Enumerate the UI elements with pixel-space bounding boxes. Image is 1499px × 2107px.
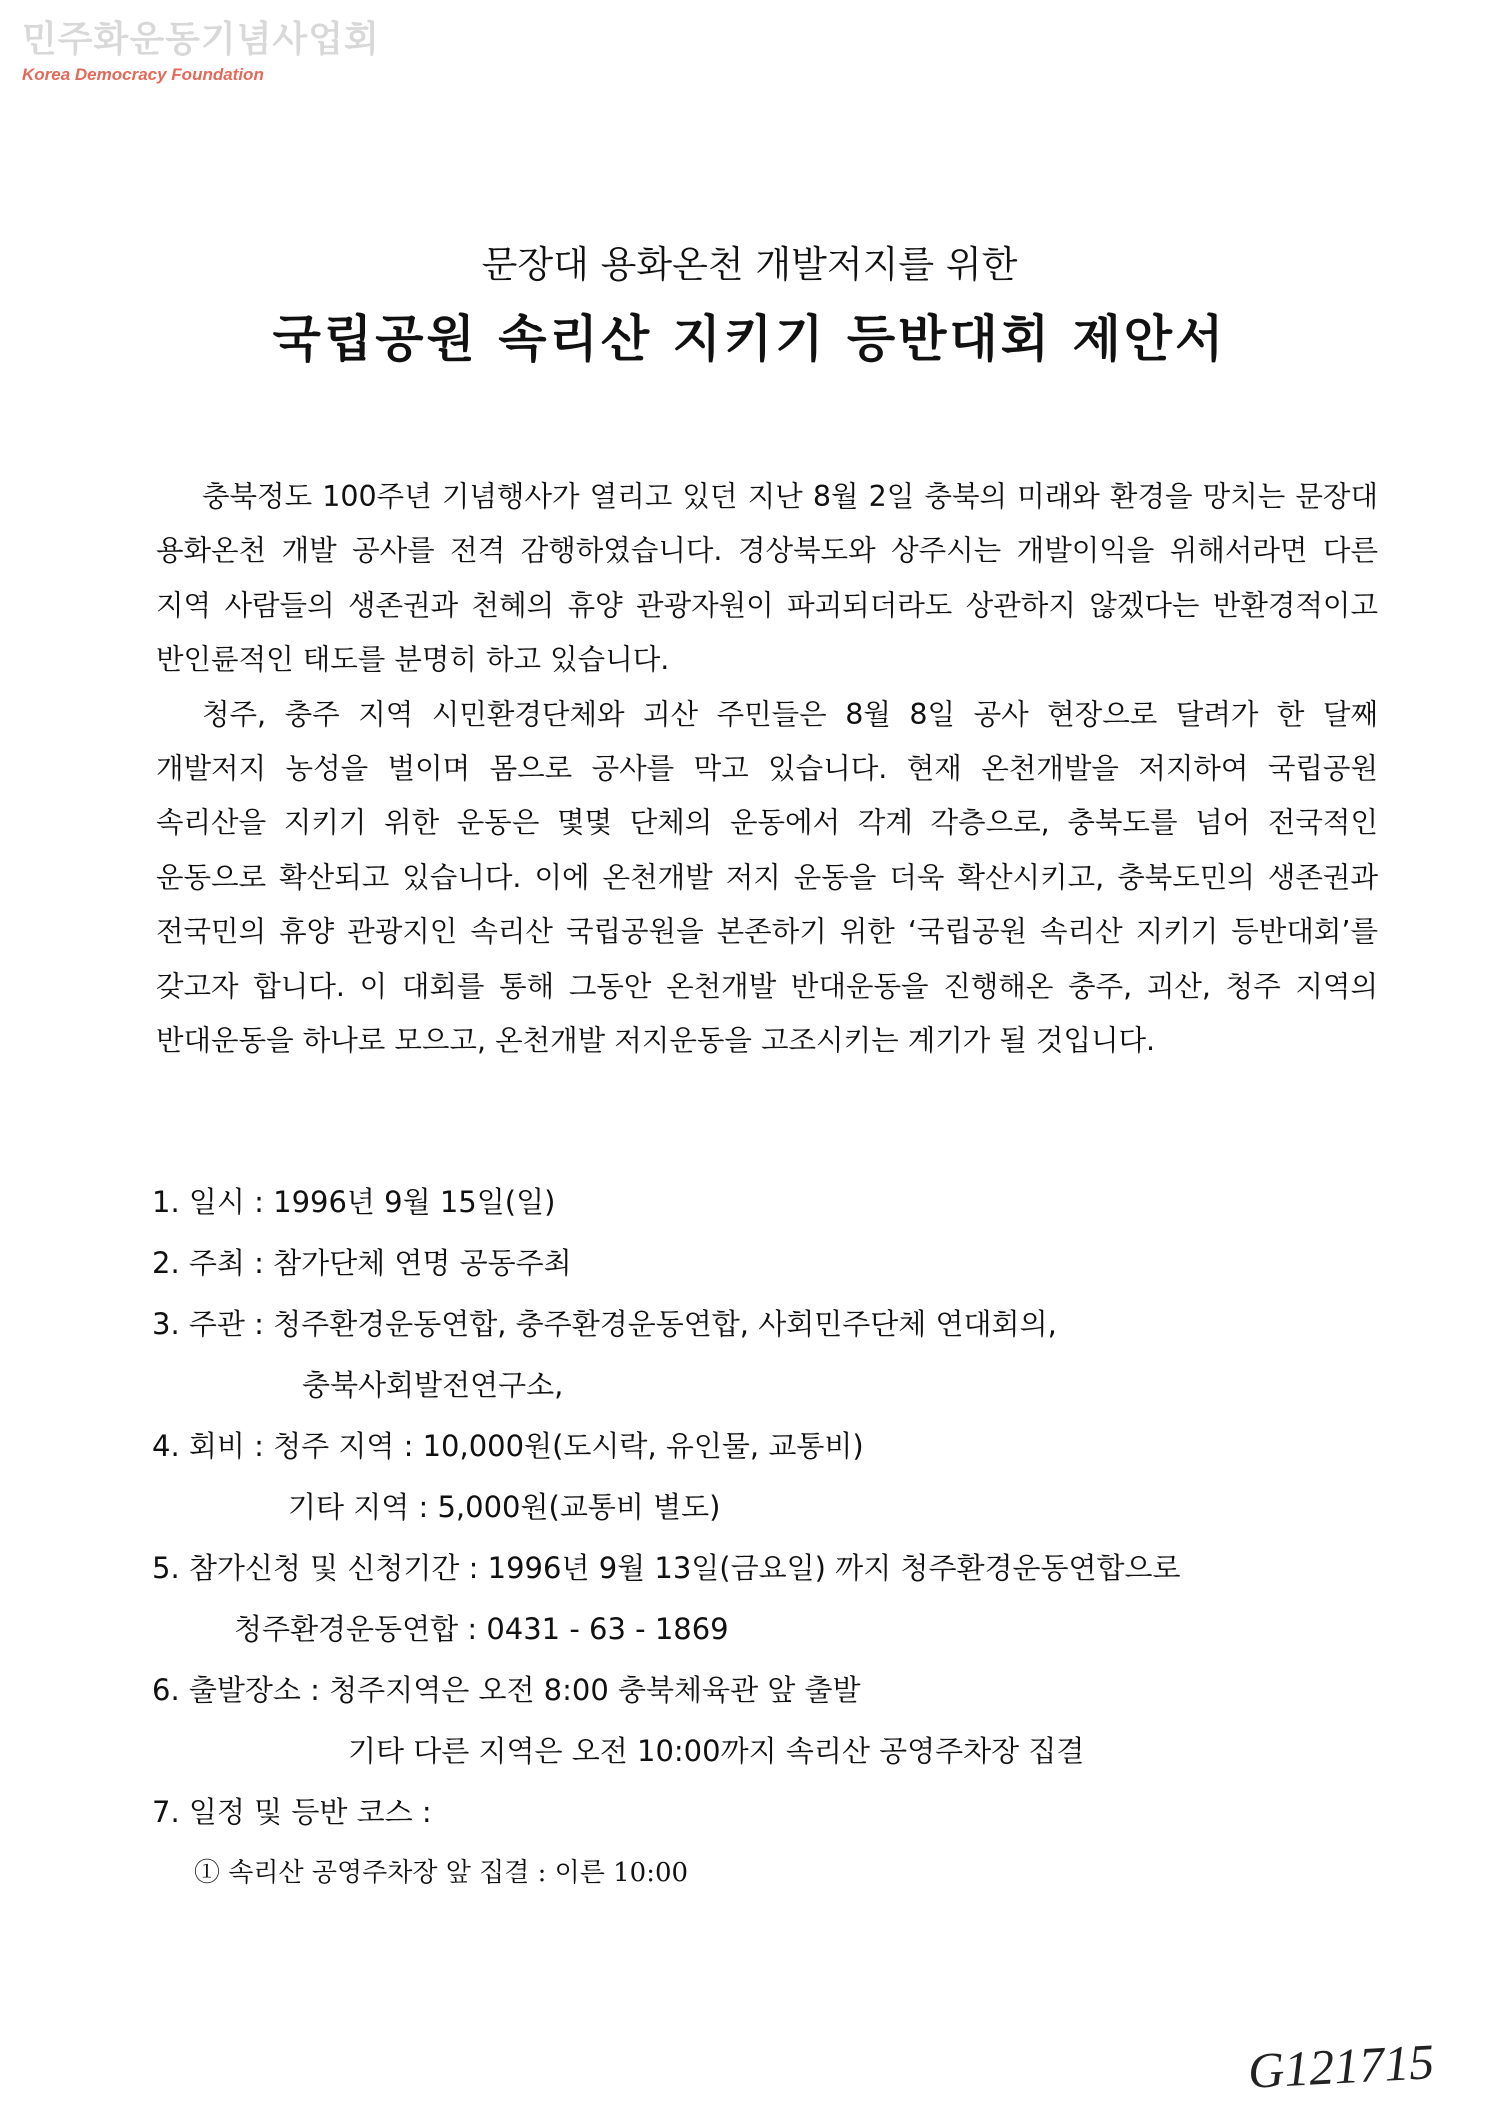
item-schedule: 7. 일정 및 등반 코스 : [152, 1795, 432, 1829]
item-registration: 5. 참가신청 및 신청기간 : 1996년 9월 13일(금요일) 까지 청주환경운동연합으로 [152, 1551, 1181, 1585]
item-organizer: 3. 주관 : 청주환경운동연합, 충주환경운동연합, 사회민주단체 연대회의, [152, 1307, 1057, 1341]
item-fee: 4. 회비 : 청주 지역 : 10,000원(도시락, 유인물, 교통비) [152, 1429, 864, 1463]
document-subtitle: 문장대 용화온천 개발저지를 위한 [481, 243, 1018, 286]
item-fee-other: 기타 지역 : 5,000원(교통비 별도) [288, 1490, 721, 1524]
item-departure-other: 기타 다른 지역은 오전 10:00까지 속리산 공영주차장 집결 [348, 1734, 1085, 1768]
watermark-korean: 민주화운동기념사업회 [22, 19, 380, 60]
item-organizer-cont: 충북사회발전연구소, [302, 1368, 564, 1402]
document-body [156, 470, 1378, 1068]
item-registration-contact: 청주환경운동연합 : 0431 - 63 - 1869 [234, 1612, 729, 1646]
proposal-items [152, 1172, 1392, 1904]
watermark-english: Korea Democracy Foundation [22, 65, 264, 84]
item-schedule-step-1: ① 속리산 공영주차장 앞 집결 : 이른 10:00 [194, 1858, 689, 1888]
item-departure: 6. 출발장소 : 청주지역은 오전 8:00 충북체육관 앞 출발 [152, 1673, 861, 1707]
handwritten-archive-code: G121715 [1246, 2033, 1436, 2099]
item-date: 1. 일시 : 1996년 9월 15일(일) [152, 1185, 556, 1219]
paragraph-1: 충북정도 100주년 기념행사가 열리고 있던 지난 8월 2일 충북의 미래와 환경을 망치는 문장대 용화온천 개발 공사를 전격 감행하였습니다. 경상북도와 상주시는 개발이익을 위해서라면 다른 지역 사람들의 생존권과 천혜의 휴양 관광자원이 파괴되더라도 상관하지 않겠다는 반환경적이고 반인륜적인 태도를 분명히 하고 있습니다. [156, 480, 1378, 677]
document-title: 국립공원 속리산 지키기 등반대회 제안서 [272, 310, 1227, 368]
foundation-watermark [22, 18, 380, 86]
item-host: 2. 주최 : 참가단체 연명 공동주최 [152, 1246, 572, 1280]
paragraph-2: 청주, 충주 지역 시민환경단체와 괴산 주민들은 8월 8일 공사 현장으로 달려가 한 달째 개발저지 농성을 벌이며 몸으로 공사를 막고 있습니다. 현재 온천개발을 저지하여 국립공원 속리산을 지키기 위한 운동은 몇몇 단체의 운동에서 각계 각층으로, 충북도를 넘어 전국적인 운동으로 확산되고 있습니다. 이에 온천개발 저지 운동을 더욱 확산시키고, 충북도민의 생존권과 전국민의 휴양 관광지인 속리산 국립공원을 본존하기 위한 ‘국립공원 속리산 지키기 등반대회’를 갖고자 합니다. 이 대회를 통해 그동안 온천개발 반대운동을 진행해온 충주, 괴산, 청주 지역의 반대운동을 하나로 모으고, 온천개발 저지운동을 고조시키는 계기가 될 것입니다. [156, 697, 1378, 1058]
